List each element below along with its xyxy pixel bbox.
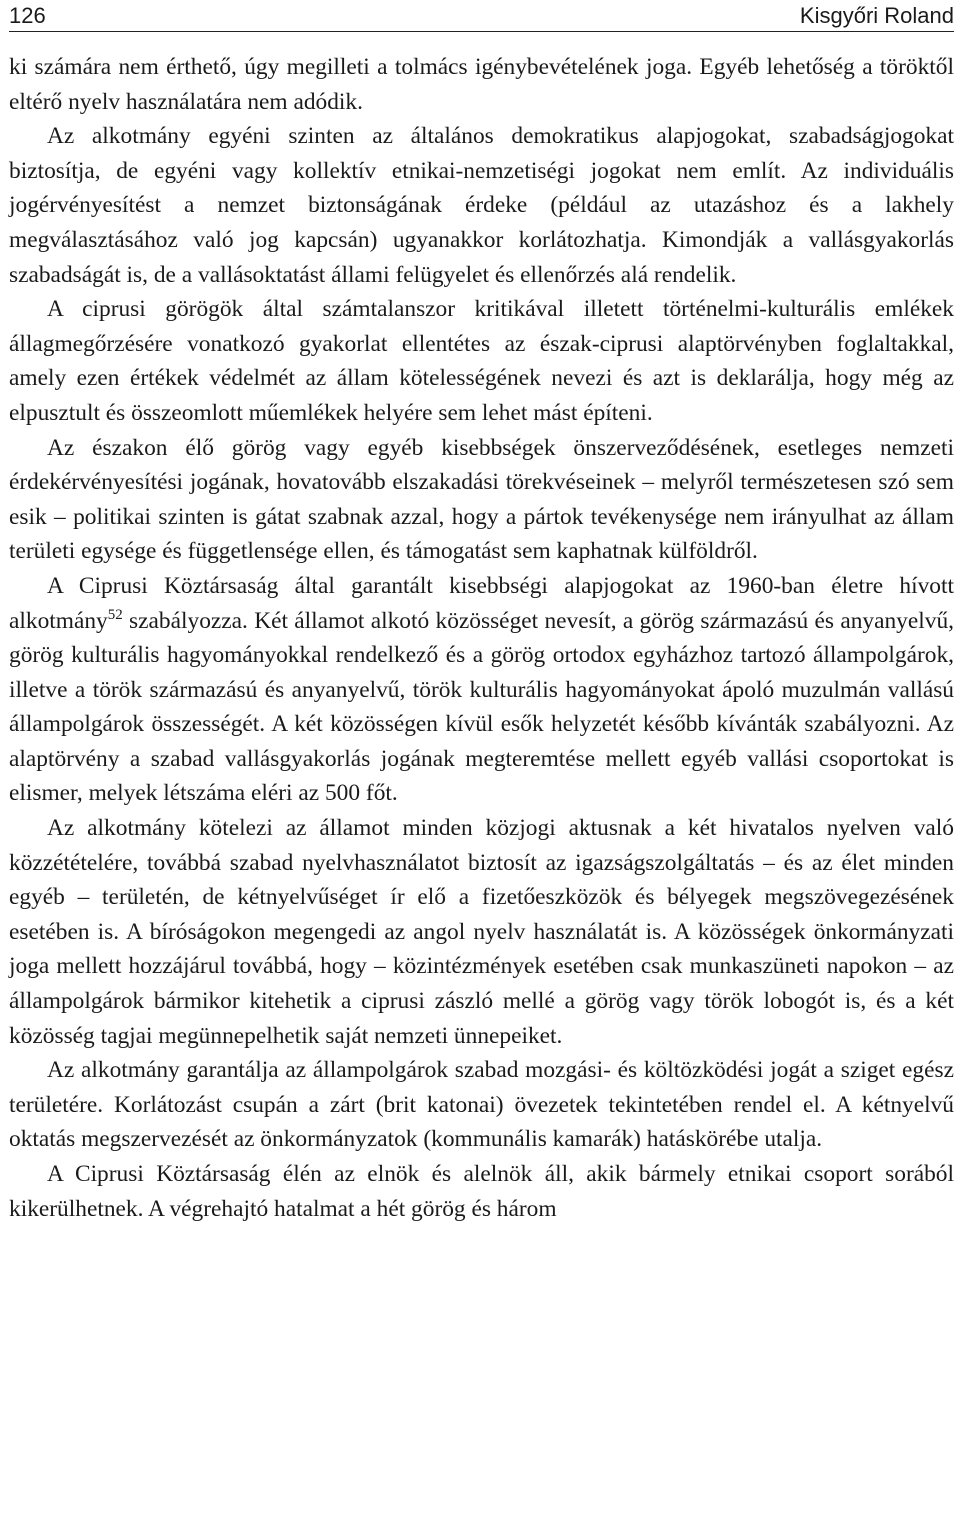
paragraph-continuation: ki számára nem érthető, úgy megilleti a tolmács igénybevételének joga. Egyéb lehetőség a töröktől eltérő nyelv használatára nem adódik. bbox=[9, 54, 954, 115]
paragraph-languages: Az alkotmány kötelezi az államot minden közjogi aktusnak a két hivatalos nyelven való közzétételére, továbbá szabad nyelvhasználatot biztosít az igazságszolgáltatás – és az élet minden egyéb – területén, de kétnyelvűséget ír elő a fizetőeszközök és bélyegek megszövegezésének esetében is. A bíróságokon megengedi az angol nyelv használatát is. A közösségek önkormányzati joga mellett hozzájárul továbbá, hogy – közintézmények esetében csak munkaszüneti napokon – az állampolgárok bármikor kitehetik a ciprusi zászló mellé a görög vagy török lobogót is, és a két közösség tagjai megünnepelhetik saját nemzeti ünnepeiket. bbox=[9, 815, 954, 1049]
paragraph-government: A Ciprusi Köztársaság élén az elnök és alelnök áll, akik bármely etnikai csoport sorából kikerülhetnek. A végrehajtó hatalmat a hét görög és három bbox=[9, 1161, 954, 1222]
paragraph-heritage: A ciprusi görögök által számtalanszor kritikával illetett történelmi-kulturális emlékek állagmegőrzésére vonatkozó gyakorlat ellentétes az észak-ciprusi alaptörvényben foglaltakkal, amely ezen értékek védelmét az állam kötelességének nevezi és azt is deklarálja, hogy még az elpusztult és összeomlott műemlékek helyére sem lehet mást építeni. bbox=[9, 296, 954, 426]
paragraph-minorities-north: Az északon élő görög vagy egyéb kisebbségek önszerveződésének, esetleges nemzeti érdekérvényesítési jogának, hovatovább elszakadási törekvéseinek – melyről természetesen szó sem esik – politikai szinten is gátat szabnak azzal, hogy a pártok tevékenysége nem irányulhat az állam területi egysége és függetlensége ellen, és támogatást sem kaphatnak külföldről. bbox=[9, 434, 954, 565]
body-text bbox=[9, 50, 954, 1226]
paragraph-text: szabályozza. Két államot alkotó közösséget nevesít, a görög származású és anyanyelvű, görög kulturális hagyományokkal rendelkező és a görög ortodox egyházhoz tartozó állampolgárok, illetve a török származású és anyanyelvű, török kulturális hagyományokat ápoló muzulmán vallású állampolgárok összességét. A két közösségen kívül esők helyzetét később kívánták szabályozni. Az alaptörvény a szabad vallásgyakorlás jogának megteremtése mellett egyéb vallási csoportokat is elismer, melyek létszáma eléri az 500 főt. bbox=[9, 607, 954, 807]
paragraph-text: A Ciprusi Köztársaság által garantált kisebbségi alapjogokat az 1960-ban életre hívott alkotmány bbox=[9, 572, 954, 634]
page-number: 126 bbox=[9, 3, 46, 28]
paragraph-republic-rights bbox=[9, 569, 954, 811]
running-header bbox=[9, 0, 954, 32]
footnote-marker: 52 bbox=[107, 606, 123, 623]
paragraph-constitution-rights: Az alkotmány egyéni szinten az általános demokratikus alapjogokat, szabadságjogokat biztosítja, de egyéni vagy kollektív etnikai-nemzetiségi jogokat nem említ. Az individuális jogérvényesítést a nemzet biztonságának érdeke (például az utazáshoz és a lakhely megválasztásához való jog kapcsán) ugyanakkor korlátozhatja. Kimondják a vallásgyakorlás szabadságát is, de a vallásoktatást állami felügyelet és ellenőrzés alá rendelik. bbox=[9, 123, 954, 288]
running-head-author: Kisgyőri Roland bbox=[799, 3, 954, 28]
paragraph-movement: Az alkotmány garantálja az állampolgárok szabad mozgási- és költözködési jogát a sziget egész területére. Korlátozást csupán a zárt (brit katonai) övezetek tekintetében rendel el. A kétnyelvű oktatás megszervezését az önkormányzatok (kommunális kamarák) hatáskörébe utalja. bbox=[9, 1057, 954, 1153]
